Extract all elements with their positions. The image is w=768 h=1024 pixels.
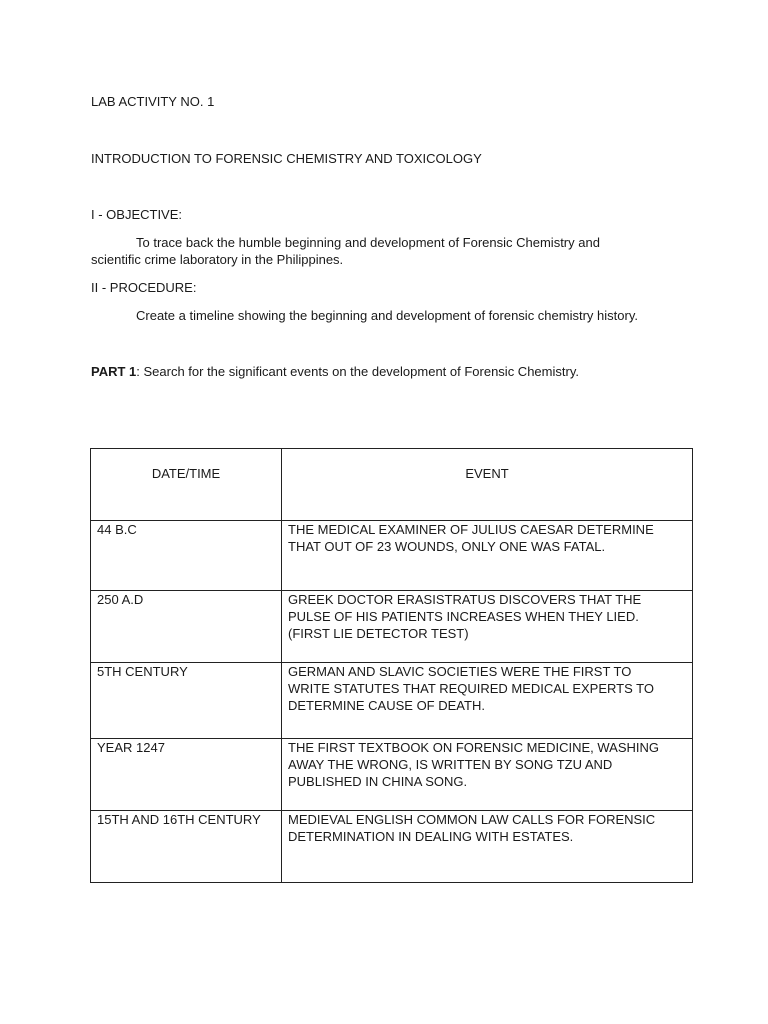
part-1-instruction xyxy=(91,363,579,380)
timeline-table xyxy=(90,448,693,883)
event-line: THE MEDICAL EXAMINER OF JULIUS CAESAR DETERMINE xyxy=(288,522,654,537)
table-row xyxy=(91,739,693,811)
event-line: THAT OUT OF 23 WOUNDS, ONLY ONE WAS FATAL. xyxy=(288,539,606,554)
date-cell: 44 B.C xyxy=(91,521,282,591)
event-line: AWAY THE WRONG, IS WRITTEN BY SONG TZU AND xyxy=(288,757,613,772)
event-line: GREEK DOCTOR ERASISTRATUS DISCOVERS THAT THE xyxy=(288,592,642,607)
event-line: WRITE STATUTES THAT REQUIRED MEDICAL EXPERTS TO xyxy=(288,681,654,696)
event-cell xyxy=(282,663,693,739)
lab-title: LAB ACTIVITY NO. 1 xyxy=(91,94,215,109)
event-cell xyxy=(282,521,693,591)
column-header-event: EVENT xyxy=(282,449,693,521)
event-cell xyxy=(282,739,693,811)
table-row xyxy=(91,811,693,883)
event-line: MEDIEVAL ENGLISH COMMON LAW CALLS FOR FORENSIC xyxy=(288,812,656,827)
part-text: : Search for the significant events on the development of Forensic Chemistry. xyxy=(136,364,579,379)
column-header-date: DATE/TIME xyxy=(91,449,282,521)
objective-heading: I - OBJECTIVE: xyxy=(91,207,183,222)
date-cell: 15TH AND 16TH CENTURY xyxy=(91,811,282,883)
table-row xyxy=(91,591,693,663)
date-cell: 5TH CENTURY xyxy=(91,663,282,739)
event-line: DETERMINATION IN DEALING WITH ESTATES. xyxy=(288,829,574,844)
table-row xyxy=(91,521,693,591)
objective-text-line-1: To trace back the humble beginning and development of Forensic Chemistry and xyxy=(136,235,600,250)
table-header-row xyxy=(91,449,693,521)
date-cell: YEAR 1247 xyxy=(91,739,282,811)
event-line: DETERMINE CAUSE OF DEATH. xyxy=(288,698,485,713)
date-cell: 250 A.D xyxy=(91,591,282,663)
objective-text-line-2: scientific crime laboratory in the Philippines. xyxy=(91,252,344,267)
event-cell xyxy=(282,811,693,883)
event-line: PUBLISHED IN CHINA SONG. xyxy=(288,774,468,789)
event-cell xyxy=(282,591,693,663)
procedure-text: Create a timeline showing the beginning and development of forensic chemistry history. xyxy=(136,308,638,323)
event-line: GERMAN AND SLAVIC SOCIETIES WERE THE FIRST TO xyxy=(288,664,632,679)
event-line: PULSE OF HIS PATIENTS INCREASES WHEN THEY LIED. xyxy=(288,609,639,624)
part-label: PART 1 xyxy=(91,364,137,379)
event-line: THE FIRST TEXTBOOK ON FORENSIC MEDICINE, WASHING xyxy=(288,740,660,755)
table-row xyxy=(91,663,693,739)
procedure-heading: II - PROCEDURE: xyxy=(91,280,197,295)
event-line: (FIRST LIE DETECTOR TEST) xyxy=(288,626,469,641)
course-title: INTRODUCTION TO FORENSIC CHEMISTRY AND TOXICOLOGY xyxy=(91,151,482,166)
